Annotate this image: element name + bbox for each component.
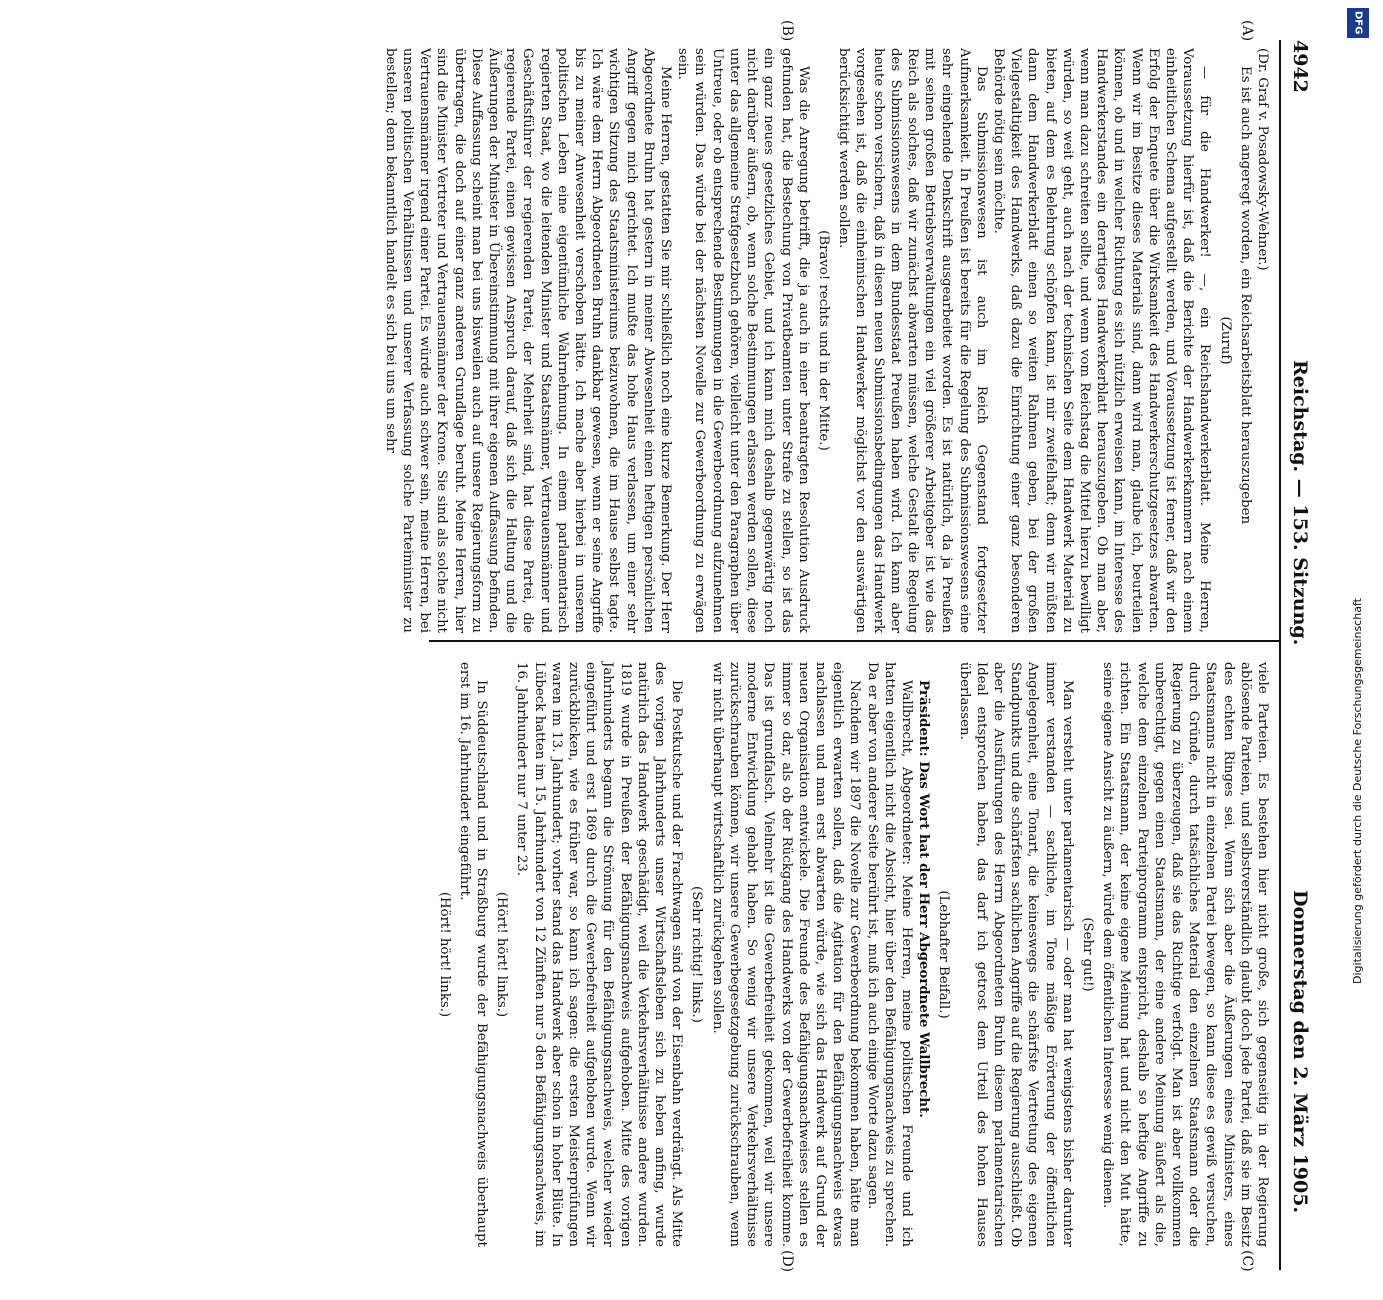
session-title: Reichstag. — 153. Sitzung. (1289, 360, 1311, 646)
paragraph: Meine Herren, gestatten Sie mir schließlich noch eine kurze Bemerkung. Der Herr Abgeordnete Bruhn hat gestern in meiner Abwesenheit einen heftigen persönlichen Angriff gegen mich gerichtet. Ich mußte das hohe Haus verlassen, um einer sehr wichtigen Sitzung des Staatsministeriums beizuwohnen, die im Hause selbst tagte. Ich wäre dem Herrn Abgeordneten Bruhn dankbar gewesen, wenn er seine Angriffe bis zu meiner Anwesenheit verschoben hätte. Ich mache aber hierbei in unserem politischen Leben eine eigentümliche Wahrnehmung. In einem parlamentarisch regierten Staat, wo die leitenden Minister und Staatsmänner, Vertrauensmänner und Geschäftsführer der regierenden Partei, der Mehrheit sind, hat diese Partei, die regierende Partei, einen gewissen Anspruch darauf, daß sich die Haltung und die Äußerungen der Minister in Übereinstimmung mit ihrer eigenen Auffassung befinden. Diese Auffassung scheint man bei uns bisweilen auch auf unsere Regierungsform zu übertragen, die doch auf einer ganz anderen Grundlage beruht. Meine Herren, hier sind die Minister Vertreter und Vertrauensmänner der Krone. Sie sind als solche nicht Vertrauensmänner irgend einer Partei. Es würde auch schwer sein, meine Herren, bei unseren politischen Verhältnissen und unserer Verfassung solche Parteiminister zu bestellen; denn bekanntlich handelt es sich bei uns um sehr (382, 48, 674, 633)
paragraph: Man versteht unter parlamentarisch — oder man hat wenigstens bisher darunter immer verstanden — sachliche, im Tone mäßige Erörterung der öffentlichen Angelegenheit, eine Tonart, die keineswegs die schärfste Vertretung des eigenen Standpunkts und die schärfsten sachlichen Angriffe auf die Regierung ausschließt. Ob aber die Ausführungen des Herrn Abgeordneten Bruhn diesem parlamentarischen Ideal entsprochen haben, das darf ich getrost dem Urteil des hohen Hauses überlassen. (956, 662, 1075, 1247)
margin-mark-a: (A) (1239, 20, 1255, 42)
left-column (382, 48, 1271, 633)
interjection: (Lebhafter Beifall.) (936, 890, 952, 1019)
paragraph: In Süddeutschland und in Straßburg wurde der Befähigungsnachweis überhaupt erst im 16. Jahrhundert eingeführt. (456, 662, 490, 1247)
dfg-logo: DFG (1347, 8, 1369, 38)
speaker-line: (Dr. Graf v. Posadowsky-Wehner.) (1255, 48, 1270, 271)
paragraph: Die Postkutsche und der Frachtwagen sind von der Eisenbahn verdrängt. Als Mitte des vorigen Jahrhunderts unser Wirtschaftsleben sich zu heben anfing, wurde natürlich das Handwerk geschädigt, weil die Verkehrsverhältnisse andere wurden. 1819 wurde in Preußen der Befähigungsnachweis aufgehoben. Mitte des vorigen Jahrhunderts begann die Strömung für den Befähigungsnachweis, welcher wieder eingeführt und erst 1869 durch die Gewerbefreiheit aufgehoben wurde. Wenn wir zurückblicken, wie es früher war, so kann ich sagen: die ersten Meisterprüfungen waren im 13. Jahrhundert; vorher stand das Handwerk aber schon in hoher Blüte. In Lübeck hatten im 15. Jahrhundert von 12 Zünften nur 5 den Befähigungsnachweis, im 16. Jahrhundert nur 7 unter 23. (514, 662, 685, 1247)
interjection: (Hört! hört! links.) (494, 891, 510, 1018)
header-rule (1279, 40, 1281, 1270)
credit-text: Digitalisierung gefördert durch die Deutsche Forschungsgemeinschaft (1351, 598, 1364, 984)
paragraph: Wallbrecht, Abgeordneter: Meine Herren, meine politischen Freunde und ich hatten eigentlich nicht die Absicht, hier über den Befähigungsnachweis zu sprechen. Da er aber von anderer Seite berührt ist, muß ich auch einige Worte dazu sagen. (864, 662, 914, 1247)
margin-mark-b: (B) (779, 20, 795, 42)
president-line: Präsident: Das Wort hat der Herr Abgeordnete Wallbrecht. (916, 680, 932, 1118)
scanned-page (55, 0, 1311, 1300)
interjection: (Sehr gut!) (1079, 917, 1095, 992)
paragraph: Was die Anregung betrifft, die ja auch in einer beantragten Resolution Ausdruck gefunden hat, die Bestechung von Privatbeamten unter Strafe zu stellen, so ist das ein ganz neues gesetzliches Gebiet, und ich kann mich deshalb gegenwärtig noch nicht darüber äußern, ob, wenn solche Bestimmungen erlassen werden sollen, diese unter das allgemeine Strafgesetzbuch gehören, vielleicht unter den Paragraphen über Untreue, oder ob entsprechende Bestimmungen in die Gewerbeordnung aufzunehmen sein würden. Das würde bei der nächsten Novelle zur Gewerbeordnung zu erwägen sein. (675, 48, 811, 633)
margin-mark-c: (C) (1239, 1250, 1255, 1272)
digitization-credit (1345, 44, 1371, 984)
interjection: (Bravo! rechts und in der Mitte.) (815, 230, 831, 451)
paragraph: Es ist auch angeregt worden, ein Reichsarbeitsblatt herauszugeben (1237, 66, 1253, 525)
page-header (1285, 40, 1311, 1270)
paragraph: Das Submissionswesen ist auch im Reich Gegenstand fortgesetzter Aufmerksamkeit. In Preußen ist bereits für die Regelung des Submissionswesens eine sehr eingehende Denkschrift ausgearbeitet worden. Es ist natürlich, da ja Preußen mit seinen großen Betriebsverwaltungen ein viel größerer Arbeitgeber ist wie das Reich als solches, daß wir zunächst abwarten müssen, welche Gestalt die Regelung des Submissionswesens in dem Bundesstaat Preußen haben wird. Ich kann aber heute schon versichern, daß in diesen neuen Submissionsbedingungen das Handwerk vorgesehen ist, daß die einheimischen Handwerker möglichst vor den auswärtigen berücksichtigt werden sollen. (836, 48, 989, 633)
page-number: 4942 (1289, 40, 1311, 93)
interjection: (Hört! hört! links.) (436, 891, 452, 1018)
interjection: (Sehr richtig! links.) (689, 886, 705, 1023)
page-content-rotated (355, 0, 1355, 1300)
paragraph: Nachdem wir 1897 die Novelle zur Gewerbeordnung bekommen haben, hätte man eigentlich erwarten sollen, daß die Agitation für den Befähigungsnachweis etwas nachlassen und man erst abwarten würde, wie sich das Handwerk auf Grund der neuen Organisation entwickele. Die Freunde des Befähigungsnachweises stellen es immer so dar, als ob der Rückgang des Handwerks von der Gewerbefreiheit komme. Das ist grundfalsch. Vielmehr ist die Gewerbefreiheit gekommen, weil wir unsere moderne Entwicklung gehabt haben. So wenig wir unsere Verkehrsverhältnisse zurückschrauben können, wir unsere Gewerbegesetzgebung zurückschrauben, wenn wir nicht überhaupt wirtschaftlich zurückgehen sollen. (709, 662, 863, 1247)
right-column (431, 662, 1271, 1247)
column-divider (429, 640, 1279, 642)
paragraph: viele Parteien. Es bestehen hier nicht große, sich gegenseitig in der Regierung ablösende Parteien, und selbstverständlich glaubt doch jede Partei, daß sie im Besitz des echten Ringes sei. Wenn sich aber die Äußerungen eines Ministers, eines Staatsmanns nicht in einzelnen Partei bewegen, so kann diese es gewiß versuchen, durch Gründe, durch tatsächliches Material den einzelnen Staatsmann oder die Regierung zu überzeugen, daß sie das Richtige verfolgt. Man ist aber vollkommen unberechtigt, gegen einen Staatsmann, der eine andere Meinung äußert als die, welche dem einzelnen Parteiprogramm entspricht, deshalb so heftige Angriffe zu richten. Ein Staatsmann, der keine eigene Meinung hat und nicht den Mut hätte, seine eigene Ansicht zu äußern, würde dem öffentlichen Interesse wenig dienen. (1100, 662, 1270, 1247)
interjection: (Zuruf) (1217, 316, 1233, 365)
session-date: Donnerstag den 2. März 1905. (1289, 890, 1311, 1214)
paragraph: — für die Handwerker! —, ein Reichshandwerkerblatt. Meine Herren, Voraussetzung hierfür ist, daß die Berichte der Handwerkerkammern nach einem einheitlichen Schema aufgestellt werden, und Voraussetzung ist ferner, daß wir den Erfolg der Enquete über die Wirksamkeit des Handwerkerschutzgesetzes abwarten. Wenn wir im Besitze dieses Materials sind, dann wird man, glaube ich, beurteilen können, ob und in welcher Richtung es sich nützlich erweisen kann, im Interesse des Handwerkerstandes ein derartiges Handwerkerblatt herauszugeben. Ob man aber, wenn man dazu schreiten sollte, und wenn vom Reichstag die Mittel hierzu bewilligt würden, so weit geht, auch nach der technischen Seite dem Handwerk Material zu bieten, auf dem es Belehrung schöpfen kann, ist mir zweifelhaft; denn wir müßten dann dem Handwerkerblatt einen so weiten Rahmen geben, bei der großen Vielgestaltigkeit des Handwerks, daß dazu die Einrichtung einer ganz besonderen Behörde nötig sein möchte. (990, 48, 1213, 633)
margin-mark-d: (D) (779, 1250, 795, 1273)
